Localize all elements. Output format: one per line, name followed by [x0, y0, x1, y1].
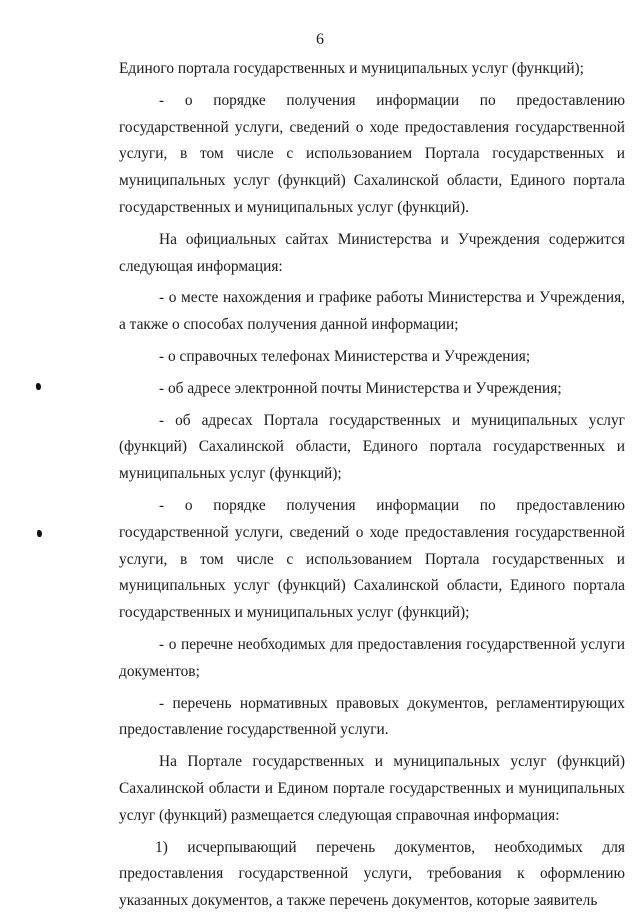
page-number: 6 — [316, 31, 324, 48]
paragraph-8: - о порядке получения информации по предоставлению государственной услуги, сведений о ходе предоставления государственной услуги, в том числе с использованием Портала государственных и муниципальных услуг (функций) Сахалинской области, Единого портала государственных и муниципальных услуг (функций); — [119, 496, 625, 622]
paragraph-10: - перечень нормативных правовых документов, регламентирующих предоставление государственной услуги. — [119, 694, 625, 739]
paragraph-5: - о справочных телефонах Министерства и Учреждения; — [159, 347, 531, 365]
paragraph-1: Единого портала государственных и муниципальных услуг (функций); — [119, 60, 584, 77]
paragraph-3: На официальных сайтах Министерства и Учреждения содержится следующая информация: — [119, 230, 625, 275]
paragraph-6: - об адресе электронной почты Министерства и Учреждения; — [159, 379, 562, 397]
paragraph-9: - о перечне необходимых для предоставления государственной услуги документов; — [119, 635, 625, 680]
document-body — [119, 56, 625, 920]
scan-mark-2 — [37, 530, 42, 537]
paragraph-7: - об адресах Портала государственных и муниципальных услуг (функций) Сахалинской области, Единого портала государственных и муниципальных услуг (функций); — [119, 411, 625, 483]
paragraph-2: - о порядке получения информации по предоставлению государственной услуги, сведений о ходе предоставления государственной услуги, в том числе с использованием Портала государственных и муниципальных услуг (функций) Сахалинской области, Единого портала государственных и муниципальных услуг (функций). — [119, 91, 625, 216]
paragraph-4: - о месте нахождения и графике работы Министерства и Учреждения, а также о способах получения данной информации; — [119, 289, 625, 334]
scan-mark-1 — [36, 383, 41, 390]
paragraph-12: 1) исчерпывающий перечень документов, необходимых для предоставления государственной услуги, требования к оформлению указанных документов, а также перечень документов, которые заявитель — [119, 838, 625, 910]
paragraph-11: На Портале государственных и муниципальных услуг (функций) Сахалинской области и Едином портале государственных и муниципальных услуг (функций) размещается следующая справочная информация: — [119, 753, 625, 824]
